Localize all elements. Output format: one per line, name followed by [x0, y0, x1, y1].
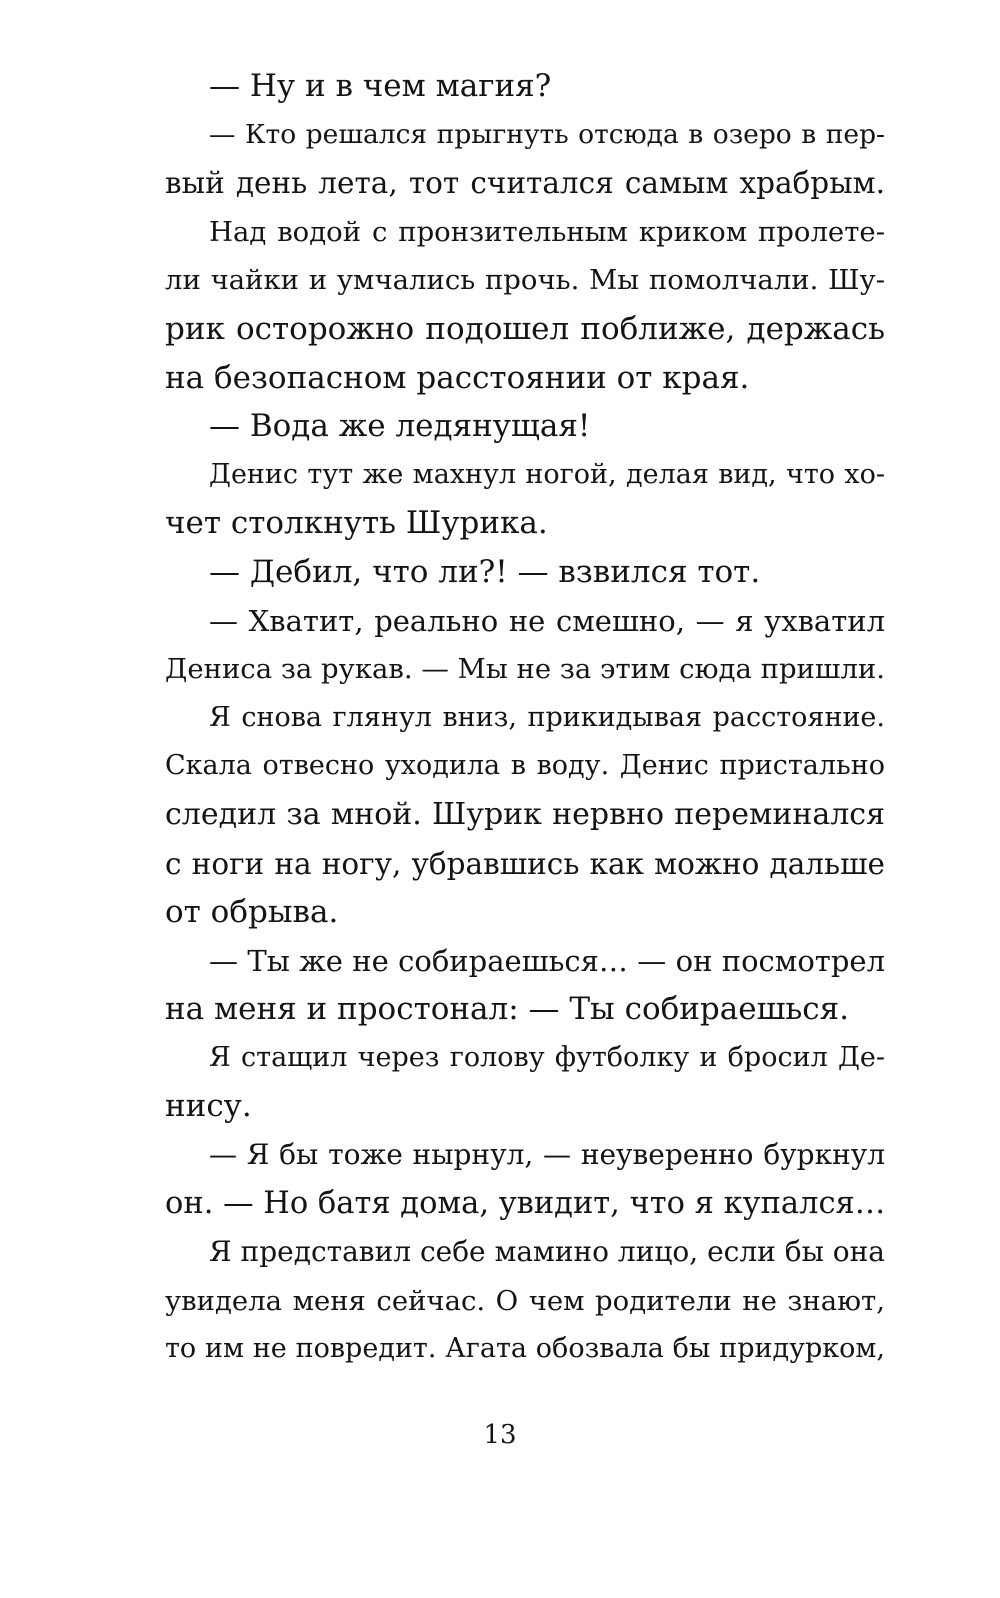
text-line: Я стащил через голову футболку и бросил Де- [209, 1041, 885, 1073]
text-line: от обрыва. [165, 894, 339, 931]
text-line: он. — Но батя дома, увидит, что я купался… [165, 1185, 886, 1221]
text-line: на меня и простонал: — Ты собираешься. [165, 991, 850, 1028]
text-line: Над водой с пронзительным криком пролете- [209, 215, 885, 248]
body-text [165, 62, 885, 1374]
text-line: Я снова глянул вниз, прикидывая расстояние. [209, 701, 885, 733]
text-line: рик осторожно подошел поближе, держась [165, 310, 885, 347]
text-line: — Кто решался прыгнуть отсюда в озеро в пер- [209, 118, 885, 150]
text-line: нису. [165, 1088, 252, 1125]
text-line: ли чайки и умчались прочь. Мы помолчали. Шу- [165, 264, 885, 297]
text-line: — Дебил, что ли?! — взвился тот. [209, 553, 761, 590]
text-line: Я представил себе мамино лицо, если бы она [209, 1235, 885, 1269]
text-line: то им не повредит. Агата обозвала бы придурком, [165, 1333, 885, 1365]
text-line: Скала отвесно уходила в воду. Денис пристально [165, 750, 885, 782]
text-line: следил за мной. Шурик нервно переминался [165, 796, 885, 832]
text-line: на безопасном расстоянии от края. [165, 359, 750, 396]
text-line: чет столкнуть Шурика. [165, 505, 548, 542]
text-line: Денис тут же махнул ногой, делая вид, что хо- [209, 458, 885, 490]
text-line: увидела меня сейчас. О чем родители не знают, [165, 1284, 885, 1317]
text-line: вый день лета, тот считался самым храбрым. [165, 166, 885, 201]
page-number: 13 [483, 1420, 517, 1450]
text-line: с ноги на ногу, убравшись как можно дальше [165, 846, 885, 881]
text-line: — Ну и в чем магия? [209, 68, 552, 104]
text-line: — Хватит, реально не смешно, — я ухватил [209, 603, 885, 638]
text-line: Дениса за рукав. — Мы не за этим сюда пришли. [165, 653, 885, 686]
text-line: — Вода же ледянущая! [209, 408, 591, 445]
text-line: — Ты же не собираешься… — он посмотрел [209, 943, 885, 978]
text-line: — Я бы тоже нырнул, — неуверенно буркнул [209, 1138, 885, 1172]
